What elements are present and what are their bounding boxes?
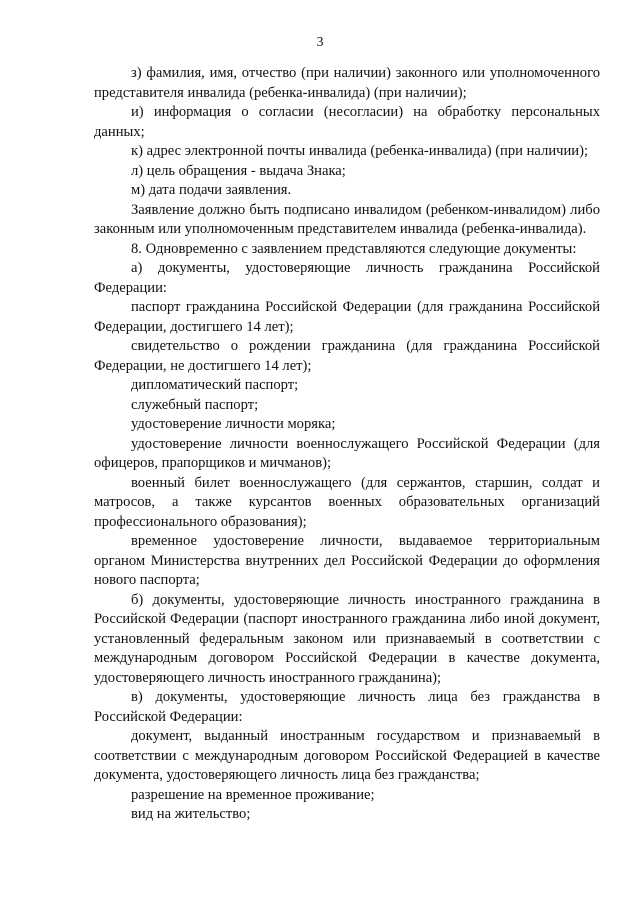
paragraph-residence-permit: вид на жительство; [131, 806, 251, 822]
page-number: 3 [316, 35, 324, 50]
paragraph-item-k: к) адрес электронной почты инвалида (ребенка-инвалида) (при наличии); [131, 143, 589, 159]
paragraph-foreign-document: документ, выданный иностранным государством и признаваемый в соответствии с международным договором Российской Федерацией в качестве документа, удостоверяющего личность лица без гражданства; [94, 728, 600, 783]
paragraph-military-ticket: военный билет военнослужащего (для сержантов, старшин, солдат и матросов, а также курсантов военных образовательных организаций профессионального образования); [94, 474, 600, 530]
paragraph-item-a: а) документы, удостоверяющие личность гражданина Российской Федерации: [94, 260, 600, 296]
paragraph-item-i: и) информация о согласии (несогласии) на обработку персональных данных; [94, 104, 600, 140]
paragraph-temporary-id: временное удостоверение личности, выдаваемое территориальным органом Министерства внутренних дел Российской Федерации до оформления нового паспорта; [94, 533, 600, 588]
paragraph-item-m: м) дата подачи заявления. [131, 182, 292, 198]
paragraph-service-passport: служебный паспорт; [131, 396, 259, 413]
paragraph-item-v: в) документы, удостоверяющие личность лица без гражданства в Российской Федерации: [94, 689, 600, 725]
document-body [94, 64, 600, 825]
paragraph-temporary-residence: разрешение на временное проживание; [131, 786, 375, 803]
paragraph-section-8: 8. Одновременно с заявлением представляются следующие документы: [131, 240, 577, 257]
paragraph-military-id: удостоверение личности военнослужащего Российской Федерации (для офицеров, прапорщиков и мичманов); [94, 435, 600, 471]
paragraph-birth-certificate: свидетельство о рождении гражданина (для гражданина Российской Федерации, не достигшего 14 лет); [94, 338, 600, 374]
paragraph-item-l: л) цель обращения - выдача Знака; [131, 162, 346, 179]
paragraph-seaman-id: удостоверение личности моряка; [131, 416, 336, 432]
paragraph-item-b: б) документы, удостоверяющие личность иностранного гражданина в Российской Федерации (паспорт иностранного гражданина либо иной документ, установленный федеральным законом или признаваемый в соответствии с международным договором Российской Федерации в качестве документа, удостоверяющего личность иностранного гражданина); [94, 591, 600, 686]
paragraph-diplomatic-passport: дипломатический паспорт; [131, 377, 299, 393]
paragraph-passport: паспорт гражданина Российской Федерации (для гражданина Российской Федерации, достигшего 14 лет); [94, 299, 600, 335]
paragraph-signature-requirement: Заявление должно быть подписано инвалидом (ребенком-инвалидом) либо законным или уполномоченным представителем инвалида (ребенка-инвалида). [94, 201, 600, 237]
paragraph-item-z: з) фамилия, имя, отчество (при наличии) законного или уполномоченного представителя инвалида (ребенка-инвалида) (при наличии); [94, 65, 600, 101]
